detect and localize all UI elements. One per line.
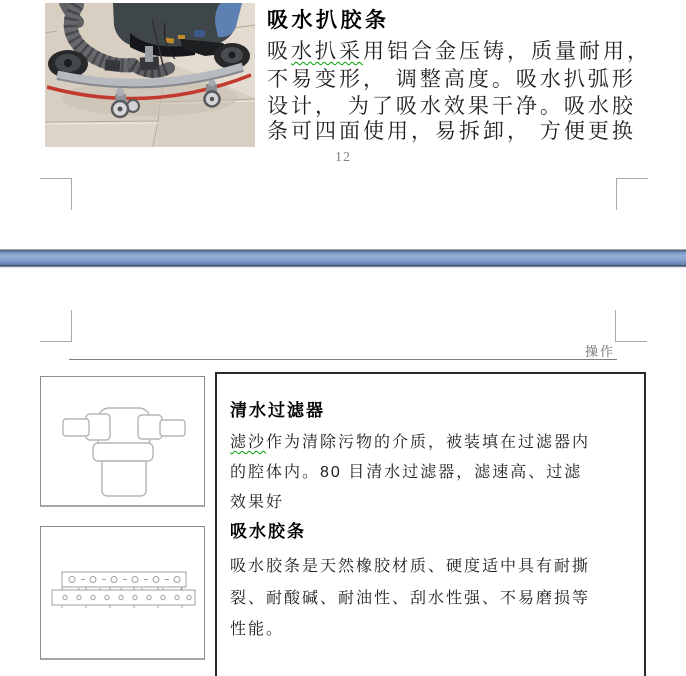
cell-heading-squeegee[interactable]: 吸水胶条 [230, 522, 306, 541]
water-filter-icon [41, 377, 204, 505]
line-text: 用铝合金压铸，质量耐用， [363, 40, 651, 63]
line-text: 吸 [267, 40, 291, 63]
squeegee-drawing-frame[interactable] [40, 526, 205, 660]
spellcheck-flagged-text: 水扒采 [291, 40, 363, 63]
paragraph-line[interactable]: 吸水胶条是天然橡胶材质、硬度适中具有耐撕 [230, 558, 591, 575]
paragraph-line[interactable]: 性能。 [230, 621, 285, 638]
squeegee-blades-icon [41, 527, 204, 658]
paragraph-line[interactable]: 效果好 [230, 494, 285, 511]
margin-crop-mark-bottom-left [40, 178, 72, 210]
margin-crop-mark-bottom-right [616, 178, 648, 210]
line-text: 作为清除污物的介质，被装填在过滤器内 [266, 434, 591, 451]
section-heading-squeegee[interactable]: 吸水扒胶条 [267, 9, 390, 32]
header-rule [69, 359, 617, 360]
margin-crop-mark-top-left [40, 310, 72, 342]
paragraph-line[interactable] [267, 39, 677, 64]
page-break-divider [0, 249, 686, 269]
paragraph-line[interactable]: 不易变形， 调整高度。吸水扒弧形 [267, 68, 636, 91]
paragraph-line[interactable]: 裂、耐酸碱、耐油性、刮水性强、不易磨损等 [230, 590, 591, 607]
scrubber-photo-graphic [45, 3, 255, 147]
cell-heading-filter[interactable]: 清水过滤器 [230, 401, 325, 420]
spellcheck-flagged-text: 滤沙 [230, 434, 267, 451]
paragraph-line[interactable]: 条可四面使用，易拆卸， 方便更换 [267, 120, 636, 143]
paragraph-line[interactable] [230, 432, 630, 454]
product-photo-squeegee[interactable] [45, 3, 255, 147]
table-text-cell [215, 372, 646, 676]
margin-crop-mark-top-right [615, 310, 647, 342]
filter-drawing-frame[interactable] [40, 376, 205, 507]
header-text[interactable]: 操作 [585, 344, 616, 359]
paragraph-line[interactable]: 的腔体内。80 目清水过滤器，滤速高、过滤 [230, 464, 583, 481]
paragraph-line[interactable]: 设计， 为了吸水效果干净。吸水胶 [267, 95, 636, 118]
page-number[interactable]: 12 [335, 150, 351, 165]
